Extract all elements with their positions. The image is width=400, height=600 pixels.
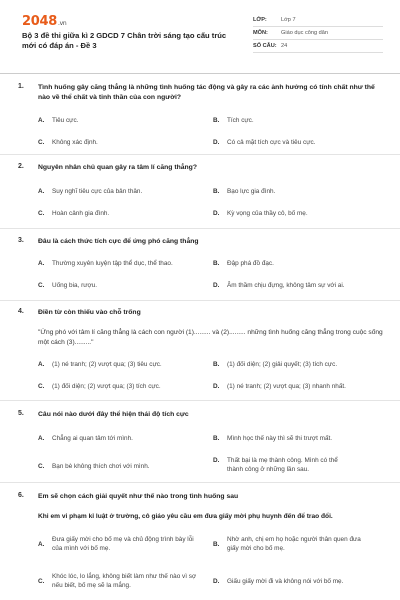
option-text: Giấu giấy mời đi và không nói với bố mẹ. [227, 578, 344, 585]
option-a[interactable] [38, 535, 197, 553]
option-text: (1) né tranh; (2) vượt qua; (3) nhanh nhất. [227, 383, 346, 390]
question-text: Câu nói nào dưới đây thể hiện thái độ tích cực [38, 411, 189, 418]
option-letter: B. [213, 361, 220, 368]
info-key: MÔN: [253, 30, 268, 36]
option-letter: B. [213, 541, 220, 548]
option-letter: D. [213, 383, 220, 390]
info-value: Giáo dục công dân [281, 30, 328, 36]
question-separator [0, 154, 400, 155]
option-text: Nhờ anh, chị em họ hoặc người thân quen đưa giấy mời cho bố mẹ. [227, 536, 361, 552]
option-c[interactable] [38, 281, 180, 290]
option-c[interactable] [38, 572, 202, 590]
option-d[interactable] [213, 281, 392, 290]
option-text: Suy nghĩ tiêu cực của bản thân. [52, 188, 143, 195]
option-letter: C. [38, 578, 45, 585]
option-text: Khóc lóc, lo lắng, không biết làm như thế nào vì sợ nếu biết, bố mẹ sẽ la mắng. [52, 573, 197, 589]
option-a[interactable] [38, 259, 222, 268]
question-separator [0, 228, 400, 229]
question-separator [0, 482, 400, 483]
option-c[interactable] [38, 382, 212, 391]
info-value: Lớp 7 [281, 17, 296, 23]
question-number: 6. [18, 492, 24, 499]
option-text: Mình học thế này thì sẽ thi trượt mất. [227, 435, 333, 442]
info-key: LỚP: [253, 17, 267, 23]
question-4 [18, 308, 384, 398]
option-text: (1) né tranh; (2) vượt qua; (3) tiêu cực. [52, 361, 162, 368]
option-b[interactable] [213, 535, 367, 553]
option-letter: B. [213, 260, 220, 267]
info-key: SỐ CÂU: [253, 43, 277, 49]
option-letter: B. [213, 117, 220, 124]
option-text: Chẳng ai quan tâm tới mình. [52, 435, 133, 442]
document-info [253, 14, 383, 53]
option-letter: C. [38, 139, 45, 146]
option-d[interactable] [213, 577, 392, 586]
page-header [0, 0, 400, 66]
option-letter: D. [213, 457, 220, 464]
info-row-count [253, 40, 383, 53]
question-prompt: "Ứng phó với tâm lí căng thẳng là cách con người (1)......... và (2)......... những tình huống căng thẳng trong cuộc sống một cách (3)........." [38, 329, 383, 346]
option-letter: A. [38, 541, 45, 548]
option-text: Kỳ vọng của thầy cô, bố mẹ. [227, 210, 308, 217]
question-text: Nguyên nhân chủ quan gây ra tâm lí căng thẳng? [38, 164, 197, 171]
option-letter: C. [38, 210, 45, 217]
option-text: Thường xuyên luyện tập thể dục, thể thao. [52, 260, 173, 267]
header-divider [0, 73, 400, 74]
logo-suffix: .vn [57, 20, 67, 27]
option-text: Bạo lực gia đình. [227, 188, 276, 195]
option-text: Không xác định. [52, 139, 98, 146]
question-6 [18, 492, 384, 600]
option-letter: D. [213, 210, 220, 217]
option-letter: B. [213, 435, 220, 442]
option-c[interactable] [38, 138, 180, 147]
option-letter: B. [213, 188, 220, 195]
option-letter: A. [38, 435, 45, 442]
question-number: 1. [18, 83, 24, 90]
option-letter: A. [38, 117, 45, 124]
option-d[interactable] [213, 456, 352, 474]
question-text: Tình huống gây căng thẳng là những tình huống tác động và gây ra các ảnh hưởng có tính chất như thế nào về thể chất và tinh thần của con người? [38, 84, 375, 101]
question-text: Em sẽ chọn cách giải quyết như thế nào trong tình huống sau [38, 493, 239, 500]
option-text: Tích cực. [227, 117, 254, 124]
question-number: 2. [18, 163, 24, 170]
option-a[interactable] [38, 434, 212, 443]
option-a[interactable] [38, 360, 212, 369]
option-text: Tiêu cực. [52, 117, 79, 124]
document-title: Bộ 3 đề thi giữa kì 2 GDCD 7 Chân trời sáng tạo cấu trúc mới có đáp án - Đề 3 [22, 31, 227, 50]
info-value: 24 [281, 43, 288, 49]
question-5 [18, 410, 384, 480]
option-b[interactable] [213, 259, 355, 268]
option-d[interactable] [213, 382, 392, 391]
option-letter: C. [38, 463, 45, 470]
option-letter: D. [213, 578, 220, 585]
option-c[interactable] [38, 462, 212, 471]
question-separator [0, 400, 400, 401]
question-separator [0, 300, 400, 301]
question-3 [18, 237, 384, 297]
option-letter: D. [213, 139, 220, 146]
option-text: (1) đối diện; (2) giải quyết; (3) tích cực. [227, 361, 338, 368]
question-text: Điền từ còn thiếu vào chỗ trống [38, 309, 141, 316]
option-text: Thất bại là mẹ thành công. Mình có thể thành công ở những lần sau. [227, 457, 338, 473]
site-logo[interactable] [22, 14, 66, 29]
info-row-class [253, 14, 383, 27]
option-text: Đập phá đồ đạc. [227, 260, 274, 267]
question-text: Đâu là cách thức tích cực để ứng phó căng thẳng [38, 238, 199, 245]
option-letter: C. [38, 383, 45, 390]
option-letter: A. [38, 260, 45, 267]
option-b[interactable] [213, 434, 392, 443]
option-d[interactable] [213, 209, 387, 218]
option-letter: A. [38, 361, 45, 368]
option-text: Hoàn cảnh gia đình. [52, 210, 110, 217]
option-letter: D. [213, 282, 220, 289]
logo-main: 2048 [22, 14, 57, 29]
option-b[interactable] [213, 187, 355, 196]
option-text: Đưa giấy mời cho bố mẹ và chủ động trình bày lỗi của mình với bố mẹ. [52, 536, 194, 552]
question-number: 4. [18, 308, 24, 315]
option-text: Bạn bè không thích chơi với mình. [52, 463, 150, 470]
question-1 [18, 83, 384, 161]
question-2 [18, 163, 384, 223]
option-b[interactable] [213, 360, 392, 369]
option-b[interactable] [213, 116, 355, 125]
option-a[interactable] [38, 116, 180, 125]
question-number: 3. [18, 237, 24, 244]
info-row-subject [253, 27, 383, 40]
option-letter: A. [38, 188, 45, 195]
option-text: Uống bia, rượu. [52, 282, 98, 289]
option-d[interactable] [213, 138, 387, 147]
option-text: Có cả mặt tích cực và tiêu cực. [227, 139, 316, 146]
option-text: Âm thầm chịu đựng, không tâm sự với ai. [227, 282, 345, 289]
option-c[interactable] [38, 209, 180, 218]
question-prompt: Khi em vi phạm kỉ luật ở trường, cô giáo yêu cầu em đưa giấy mời phụ huynh đến để trao đổi. [38, 513, 333, 520]
option-a[interactable] [38, 187, 212, 196]
option-text: (1) đối diện; (2) vượt qua; (3) tích cực. [52, 383, 161, 390]
option-letter: C. [38, 282, 45, 289]
question-number: 5. [18, 410, 24, 417]
